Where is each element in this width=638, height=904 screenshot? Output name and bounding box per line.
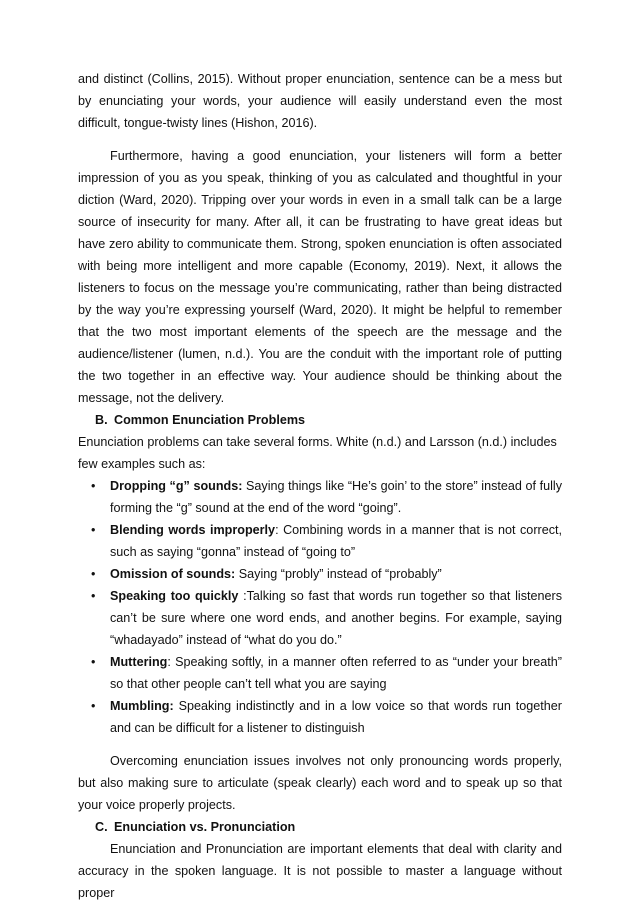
problem-term: Speaking too quickly: [110, 589, 239, 603]
problem-term: Omission of sounds:: [110, 567, 236, 581]
bullet-icon: •: [91, 699, 96, 713]
section-letter-b: B.: [95, 413, 108, 427]
list-item: [78, 519, 562, 563]
section-title-b: Common Enunciation Problems: [114, 413, 306, 427]
section-heading-b: [78, 409, 562, 431]
paragraph-intro-tail: and distinct (Collins, 2015). Without proper enunciation, sentence can be a mess but by enunciating your words, your audience will easily understand even the most difficult, tongue-twisty lines (Hishon, 2016).: [78, 72, 562, 130]
problem-description: : Combining words in a manner that is not correct, such as saying “gonna” instead of “going to”: [110, 523, 563, 559]
problem-description: :Talking so fast that words run together so that listeners can’t be sure where one word ends, and another begins. For example, saying “whadayado” instead of “what do you do.”: [110, 589, 562, 647]
problem-term: Dropping “g” sounds:: [110, 479, 243, 493]
paragraph-furthermore: Furthermore, having a good enunciation, your listeners will form a better impression of you as you speak, thinking of you as calculated and thoughtful in your diction (Ward, 2020). Tripping over your words in even in a small talk can be a large source of insecurity for many. After all, it can be frustrating to have great ideas but have zero ability to communicate them. Strong, spoken enunciation is often associated with being more intelligent and more capable (Economy, 2019). Next, it allows the listeners to focus on the message you’re communicating, rather than being distracted by the way you’re expressing yourself (Ward, 2020). It might be helpful to remember that the two most important elements of the speech are the message and the audience/listener (lumen, n.d.). You are the conduit with the important role of putting the two together in an effective way. Your audience should be thinking about the message, not the delivery.: [78, 149, 562, 405]
list-item: [78, 475, 562, 519]
bullet-icon: •: [91, 655, 96, 669]
list-item: [78, 563, 562, 585]
section-letter-c: C.: [95, 820, 108, 834]
section-heading-c: [78, 816, 562, 838]
problem-term: Blending words improperly: [110, 523, 276, 537]
paragraph-enunciation-vs: Enunciation and Pronunciation are important elements that deal with clarity and accuracy in the spoken language. It is not possible to master a language without proper: [78, 842, 562, 900]
problem-description: Speaking indistinctly and in a low voice so that words run together and can be difficult for a listener to distinguish: [110, 699, 562, 735]
problem-term: Muttering: [110, 655, 168, 669]
problem-description: Saying things like “He’s goin’ to the store” instead of fully forming the “g” sound at the end of the word “going”.: [110, 479, 563, 515]
problem-term: Mumbling:: [110, 699, 174, 713]
section-title-c: Enunciation vs. Pronunciation: [114, 820, 296, 834]
document-page: [78, 68, 562, 904]
list-item: [78, 651, 562, 695]
problems-list: [78, 475, 562, 739]
bullet-icon: •: [91, 567, 96, 581]
bullet-icon: •: [91, 479, 96, 493]
paragraph-problems-intro: Enunciation problems can take several forms. White (n.d.) and Larsson (n.d.) includes few examples such as:: [78, 435, 557, 471]
problem-description: : Speaking softly, in a manner often referred to as “under your breath” so that other people can’t tell what you are saying: [110, 655, 562, 691]
paragraph-overcoming: Overcoming enunciation issues involves not only pronouncing words properly, but also making sure to articulate (speak clearly) each word and to speak up so that your voice properly projects.: [78, 754, 562, 812]
problem-description: Saying “probly” instead of “probably”: [235, 567, 442, 581]
list-item: [78, 695, 562, 739]
bullet-icon: •: [91, 523, 96, 537]
list-item: [78, 585, 562, 651]
bullet-icon: •: [91, 589, 96, 603]
